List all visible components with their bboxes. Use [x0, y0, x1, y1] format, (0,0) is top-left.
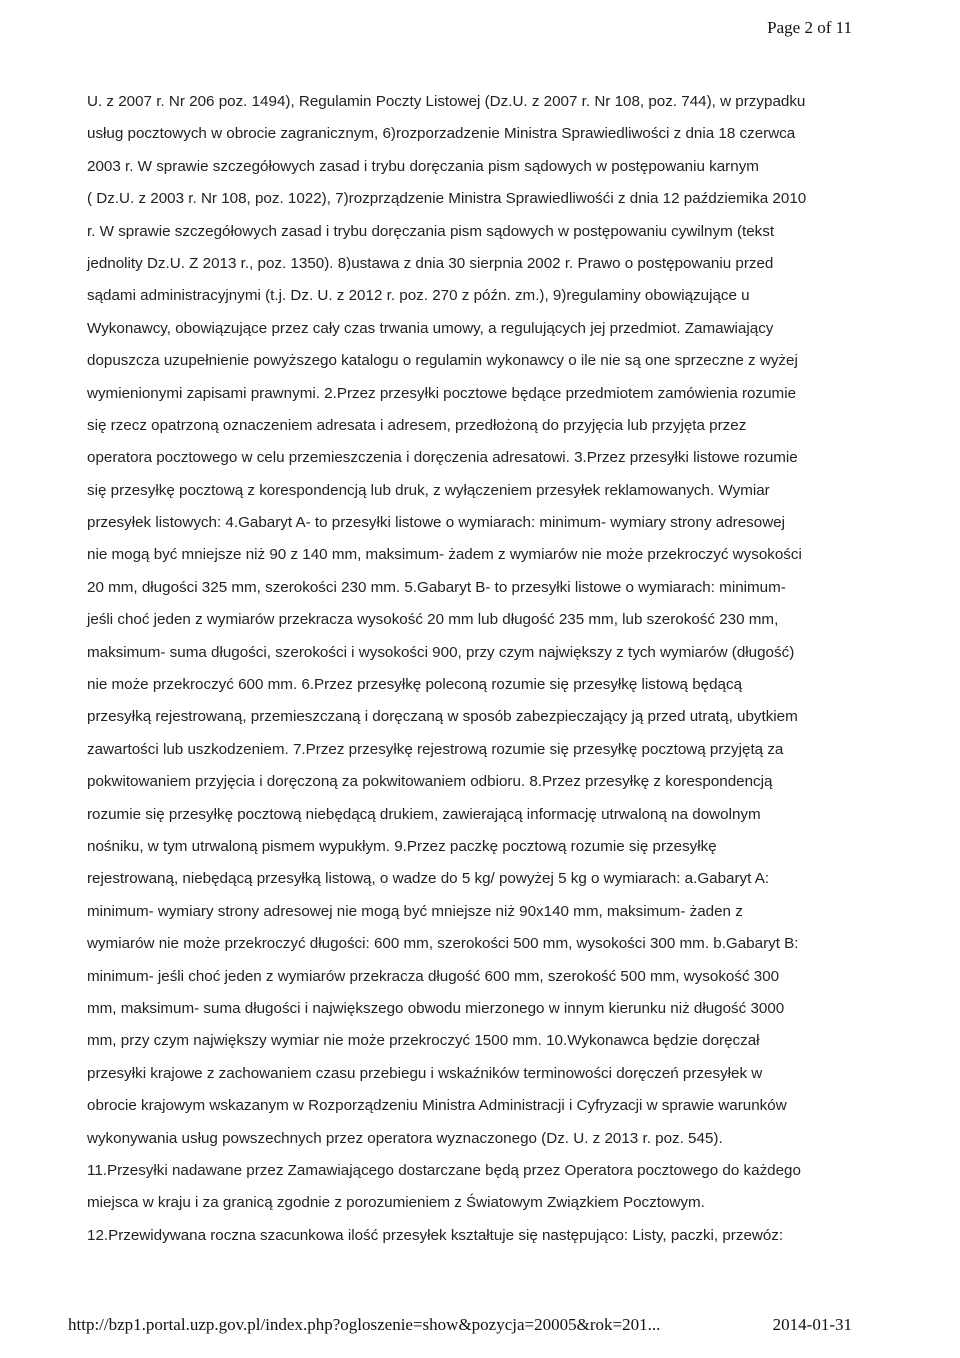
text-line: się przesyłkę pocztową z korespondencją lub druk, z wyłączeniem przesyłek reklamowanych. Wymiar: [87, 481, 770, 499]
text-line: pokwitowaniem przyjęcia i doręczoną za pokwitowaniem odbioru. 8.Przez przesyłkę z korespondencją: [87, 773, 773, 791]
text-line: miejsca w kraju i za granicą zgodnie z porozumieniem z Światowym Związkiem Pocztowym.: [87, 1194, 705, 1212]
text-line: nie może przekroczyć 600 mm. 6.Przez przesyłkę poleconą rozumie się przesyłkę listową będącą: [87, 676, 743, 694]
text-line: się rzecz opatrzoną oznaczeniem adresata i adresem, przedłożoną do przyjęcia lub przyjęta przez: [87, 416, 747, 434]
text-line: U. z 2007 r. Nr 206 poz. 1494), Regulamin Poczty Listowej (Dz.U. z 2007 r. Nr 108, poz. 744), w przypadku: [87, 93, 806, 110]
text-line: Wykonawcy, obowiązujące przez cały czas trwania umowy, a regulujących jej przedmiot. Zamawiający: [87, 319, 774, 337]
text-line: obrocie krajowym wskazanym w Rozporządzeniu Ministra Administracji i Cyfryzacji w sprawie warunków: [87, 1097, 787, 1115]
text-line: ( Dz.U. z 2003 r. Nr 108, poz. 1022), 7)rozprządzenie Ministra Sprawiedliwośći z dnia 12 paździemika 2010: [87, 190, 807, 208]
page-footer: [68, 1315, 852, 1335]
text-line: 2003 r. W sprawie szczegółowych zasad i trybu doręczania pism sądowych w postępowaniu karnym: [87, 157, 759, 175]
text-line: 12.Przewidywana roczna szacunkowa ilość przesyłek kształtuje się następująco: Listy, paczki, przewóz:: [87, 1226, 784, 1244]
text-line: rozumie się przesyłkę pocztową niebędącą drukiem, zawierającą informację utrwaloną na dowolnym: [87, 805, 761, 823]
page-number: Page 2 of 11: [767, 18, 852, 37]
text-line: jednolity Dz.U. Z 2013 r., poz. 1350). 8)ustawa z dnia 30 sierpnia 2002 r. Prawo o postępowaniu przed: [87, 254, 774, 272]
text-line: wykonywania usług powszechnych przez operatora wyznaczonego (Dz. U. z 2013 r. poz. 545).: [87, 1129, 723, 1147]
text-line: rejestrowaną, niebędącą przesyłką listową, o wadze do 5 kg/ powyżej 5 kg o wymiarach: a.Gabaryt A:: [87, 870, 770, 888]
text-line: mm, przy czym największy wymiar nie może przekroczyć 1500 mm. 10.Wykonawca będzie doręczał: [87, 1032, 760, 1050]
text-line: przesyłki krajowe z zachowaniem czasu przebiegu i wskaźników terminowości doręczeń przesyłek w: [87, 1064, 763, 1082]
text-line: przesyłką rejestrowaną, przemieszczaną i doręczaną w sposób zabezpieczający ją przed utratą, ubytkiem: [87, 708, 798, 726]
document-body: [87, 86, 845, 1252]
text-line: jeśli choć jeden z wymiarów przekracza wysokość 20 mm lub długość 235 mm, lub szerokość 230 mm,: [87, 611, 779, 629]
text-line: usług pocztowych w obrocie zagranicznym, 6)rozporzadzenie Ministra Sprawiedliwości z dnia 18 czerwca: [87, 125, 796, 143]
text-line: wymienionymi zapisami prawnymi. 2.Przez przesyłki pocztowe będące przedmiotem zamówienia rozumie: [87, 384, 797, 402]
text-line: dopuszcza uzupełnienie powyższego katalogu o regulamin wykonawcy o ile nie są one sprzeczne z wyżej: [87, 352, 798, 370]
text-line: przesyłek listowych: 4.Gabaryt A- to przesyłki listowe o wymiarach: minimum- wymiary strony adresowej: [87, 514, 785, 532]
text-line: wymiarów nie może przekroczyć długości: 600 mm, szerokości 500 mm, wysokości 300 mm. b.Gabaryt B:: [87, 935, 799, 953]
text-line: nie mogą być mniejsze niż 90 z 140 mm, maksimum- żadem z wymiarów nie może przekroczyć wysokości: [87, 546, 802, 564]
text-line: nośniku, w tym utrwaloną pismem wypukłym. 9.Przez paczkę pocztową rozumie się przesyłkę: [87, 837, 717, 855]
footer-date: 2014-01-31: [772, 1315, 852, 1334]
text-line: operatora pocztowego w celu przemieszczenia i doręczenia adresatowi. 3.Przez przesyłki listowe rozumie: [87, 449, 798, 467]
text-line: mm, maksimum- suma długości i największego obwodu mierzonego w innym kierunku niż długość 3000: [87, 999, 785, 1017]
text-line: minimum- wymiary strony adresowej nie mogą być mniejsze niż 90x140 mm, maksimum- żaden z: [87, 902, 743, 920]
footer-url: http://bzp1.portal.uzp.gov.pl/index.php?ogloszenie=show&pozycja=20005&rok=201...: [68, 1315, 661, 1334]
text-line: zawartości lub uszkodzeniem. 7.Przez przesyłkę rejestrową rozumie się przesyłkę pocztową przyjętą za: [87, 740, 784, 758]
text-line: sądami administracyjnymi (t.j. Dz. U. z 2012 r. poz. 270 z późn. zm.), 9)regulaminy obowiązujące u: [87, 287, 750, 305]
text-line: 20 mm, długości 325 mm, szerokości 230 mm. 5.Gabaryt B- to przesyłki listowe o wymiarach: minimum-: [87, 578, 786, 596]
text-line: maksimum- suma długości, szerokości i wysokości 900, przy czym największy z tych wymiarów (długość): [87, 643, 795, 661]
text-line: minimum- jeśli choć jeden z wymiarów przekracza długość 600 mm, szerokość 500 mm, wysokość 300: [87, 967, 780, 985]
text-line: r. W sprawie szczegółowych zasad i trybu doręczania pism sądowych w postępowaniu cywilnym (tekst: [87, 222, 775, 240]
text-line: 11.Przesyłki nadawane przez Zamawiającego dostarczane będą przez Operatora pocztowego do każdego: [87, 1161, 801, 1179]
